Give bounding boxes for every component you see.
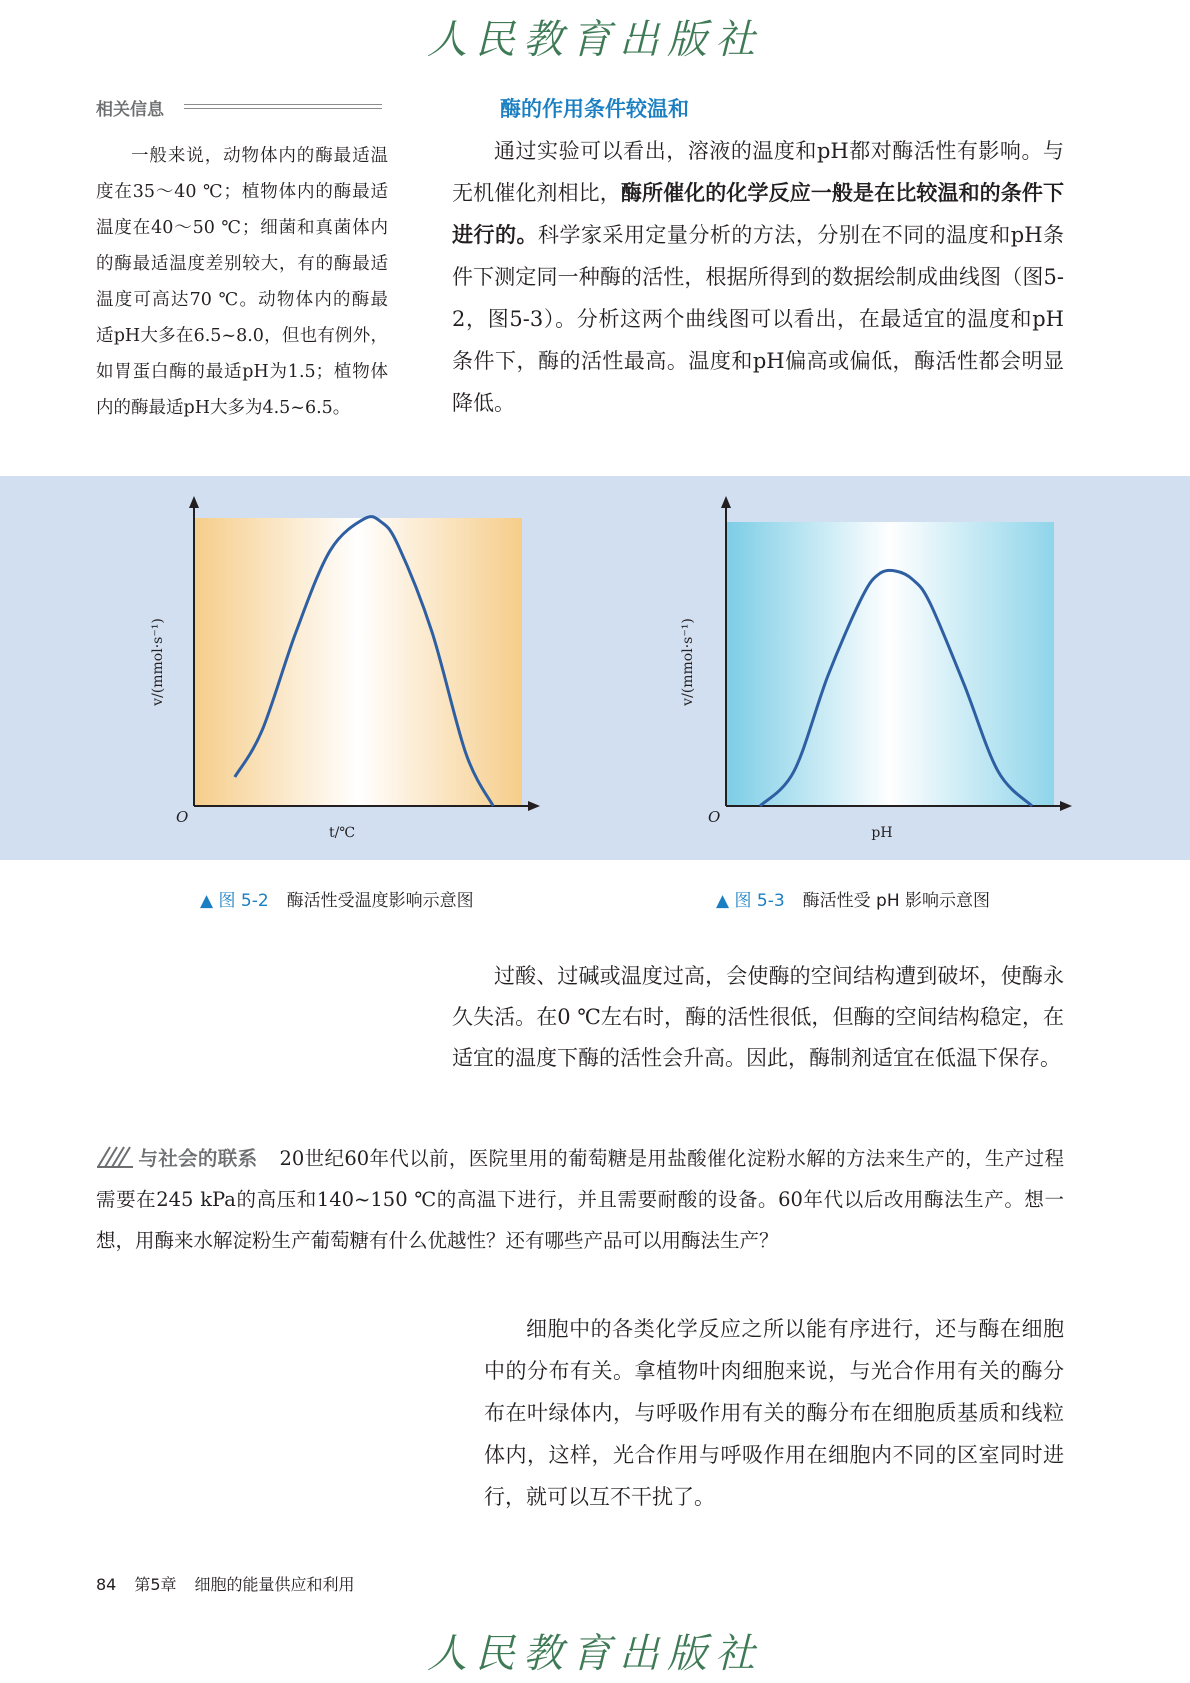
section-heading: 酶的作用条件较温和 — [500, 97, 689, 121]
paragraph-1 — [452, 130, 1064, 424]
publisher-watermark-bottom: 人民教育出版社 — [427, 1631, 763, 1677]
chart2-origin: O — [708, 808, 721, 826]
paragraph-2-text: 过酸、过碱或温度过高，会使酶的空间结构遭到破坏，使酶永久失活。在0 ℃左右时，酶的活性很低，但酶的空间结构稳定，在适宜的温度下酶的活性会升高。因此，酶制剂适宜在低温下保存。 — [452, 964, 1064, 1070]
society-box — [96, 1138, 1064, 1261]
caption-title: 酶活性受温度影响示意图 — [286, 891, 474, 911]
chart2-xlabel: pH — [871, 825, 893, 841]
chapter-title: 细胞的能量供应和利用 — [194, 1575, 355, 1594]
caption-number: 图 5-2 — [218, 891, 269, 911]
page-footer — [96, 1572, 373, 1595]
caption-number: 图 5-3 — [734, 891, 785, 911]
caption-title: 酶活性受 pH 影响示意图 — [802, 891, 991, 911]
chart1-xlabel: t/℃ — [328, 825, 356, 841]
chart1-ylabel: v/(mmol·s⁻¹) — [150, 618, 166, 706]
society-text: 20世纪60年代以前，医院里用的葡萄糖是用盐酸催化淀粉水解的方法来生产的，生产过程需要在245 kPa的高压和140~150 ℃的高温下进行，并且需要耐酸的设备。60年代以后改用酶法生产。想一想，用酶来水解淀粉生产葡萄糖有什么优越性？还有哪些产品可以用酶法生产？ — [96, 1147, 1064, 1252]
figure-charts — [0, 476, 1190, 860]
society-hatch-icon — [96, 1145, 134, 1169]
figure-caption-1 — [200, 886, 474, 911]
chapter-number: 第5章 — [134, 1575, 177, 1594]
sidebar-header — [96, 95, 388, 119]
paragraph-2 — [452, 956, 1064, 1079]
paragraph-3 — [484, 1308, 1064, 1518]
paragraph-1-bold: 酶所催化的化学反应一般是在比较温和的条件下进行的。 — [452, 181, 1065, 247]
caption-marker-icon: ▲ — [200, 891, 214, 911]
sidebar-rule — [184, 104, 382, 105]
publisher-watermark-top: 人民教育出版社 — [427, 17, 763, 63]
chart1-x-arrow — [528, 801, 540, 811]
chart1-origin: O — [176, 808, 189, 826]
paragraph-1-a: 通过实验可以看出，溶液的温度和pH都对酶活性有影响。与无机催化剂相比， — [452, 139, 1064, 205]
paragraph-3-text: 细胞中的各类化学反应之所以能有序进行，还与酶在细胞中的分布有关。拿植物叶肉细胞来说，与光合作用有关的酶分布在叶绿体内，与呼吸作用有关的酶分布在细胞质基质和线粒体内，这样，光合作用与呼吸作用在细胞内不同的区室同时进行，就可以互不干扰了。 — [484, 1317, 1064, 1509]
caption-marker-icon: ▲ — [716, 891, 730, 911]
chart2-plot-area — [726, 522, 1054, 806]
society-label-text: 与社会的联系 — [138, 1147, 258, 1170]
chart1-y-arrow — [189, 496, 199, 508]
chart2-x-arrow — [1060, 801, 1072, 811]
chart2-ylabel: v/(mmol·s⁻¹) — [680, 618, 696, 706]
chart2-y-arrow — [721, 496, 731, 508]
sidebar-title: 相关信息 — [96, 100, 164, 120]
figure-caption-2 — [716, 886, 990, 911]
sidebar-body — [96, 138, 388, 426]
page-number: 84 — [96, 1575, 117, 1594]
sidebar-rule — [184, 108, 382, 109]
sidebar-text: 一般来说，动物体内的酶最适温度在35～40 ℃；植物体内的酶最适温度在40～50 ℃；细菌和真菌体内的酶最适温度差别较大，有的酶最适温度可高达70 ℃。动物体内的酶最适pH大多在6.5~8.0，但也有例外，如胃蛋白酶的最适pH为1.5；植物体内的酶最适pH大多为4.5~6.5。 — [96, 146, 388, 418]
paragraph-1-b: 科学家采用定量分析的方法，分别在不同的温度和pH条件下测定同一种酶的活性，根据所得到的数据绘制成曲线图（图5-2，图5-3）。分析这两个曲线图可以看出，在最适宜的温度和pH条件下，酶的活性最高。温度和pH偏高或偏低，酶活性都会明显降低。 — [452, 223, 1064, 415]
society-label — [96, 1147, 257, 1170]
